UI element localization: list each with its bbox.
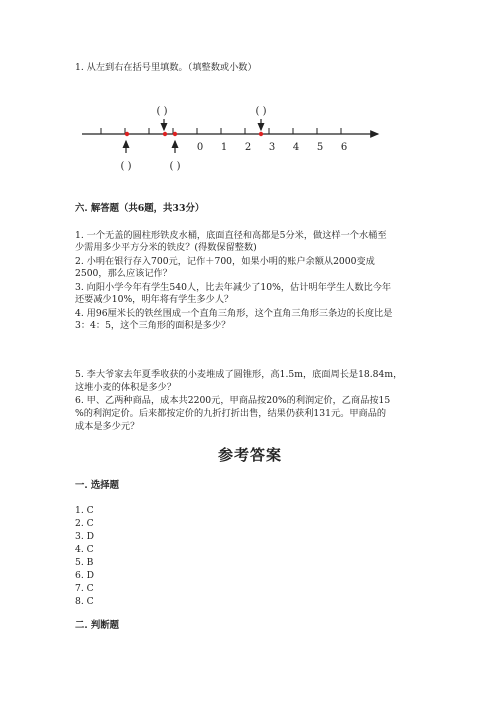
- answers-section-2: 二. 判断题: [75, 620, 120, 631]
- answer-blank: ( ): [120, 161, 132, 172]
- problem-line: 6. 甲、乙两种商品，成本共2200元，甲商品按20%的利润定价，乙商品按15: [75, 395, 391, 406]
- question-1-text: 1. 从左到右在括号里填数。（填整数或小数）: [75, 62, 257, 73]
- tick-label: 6: [340, 142, 348, 153]
- answer-blank: ( ): [156, 106, 168, 117]
- problem-line: 还要减少10%，明年将有学生多少人？: [75, 294, 234, 305]
- problem-line: 3. 向阳小学今年有学生540人，比去年减少了10%，估计明年学生人数比今年: [75, 282, 392, 293]
- answers-title: 参考答案: [217, 446, 282, 464]
- problem-line: 5. 李大爷家去年夏季收获的小麦堆成了圆锥形，高1.5m，底面周长是18.84m，: [75, 369, 403, 380]
- problem-line: %的利润定价。后来都按定价的九折打折出售，结果仍获利131元。甲商品的: [75, 408, 387, 419]
- answer-item: 7. C: [75, 583, 94, 594]
- point-marker: [259, 132, 263, 136]
- problem-line: 2500，那么应该记作？: [75, 268, 172, 279]
- tick-label: 0: [196, 142, 204, 153]
- answer-item: 8. C: [75, 596, 94, 607]
- section-6-header: 六. 解答题（共6题，共33分）: [75, 203, 205, 214]
- tick-label: 5: [316, 142, 324, 153]
- point-marker: [163, 132, 167, 136]
- answer-item: 3. D: [75, 531, 95, 542]
- problem-line: 1. 一个无盖的圆柱形铁皮水桶，底面直径和高都是5分米，做这样一个水桶至: [75, 230, 387, 241]
- answers-section-1: 一. 选择题: [75, 480, 120, 491]
- tick-label: 2: [244, 142, 252, 153]
- number-line-ticks: [101, 128, 341, 134]
- answer-item: 2. C: [75, 518, 94, 529]
- answer-blank: ( ): [169, 161, 181, 172]
- point-marker: [125, 132, 129, 136]
- answer-item: 5. B: [75, 557, 94, 568]
- problem-line: 4. 用96厘米长的铁丝围成一个直角三角形，这个直角三角形三条边的长度比是: [75, 308, 393, 319]
- problem-line: 少需用多少平方分米的铁皮？(得数保留整数): [75, 242, 257, 253]
- point-marker: [173, 132, 177, 136]
- tick-label: 4: [292, 142, 300, 153]
- answer-item: 4. C: [75, 544, 94, 555]
- number-line-labels: [197, 142, 347, 153]
- problem-line: 3：4：5，这个三角形的面积是多少？: [75, 320, 231, 331]
- problem-line: 成本是多少元？: [75, 421, 140, 432]
- problem-line: 2. 小明在银行存入700元，记作＋700，如果小明的账户余额从2000变成: [75, 256, 375, 267]
- answer-item: 6. D: [75, 570, 95, 581]
- problem-line: 这堆小麦的体积是多少？: [75, 382, 177, 393]
- tick-label: 1: [220, 142, 228, 153]
- answer-blank: ( ): [255, 106, 267, 117]
- answer-item: 1. C: [75, 505, 94, 516]
- tick-label: 3: [268, 142, 276, 153]
